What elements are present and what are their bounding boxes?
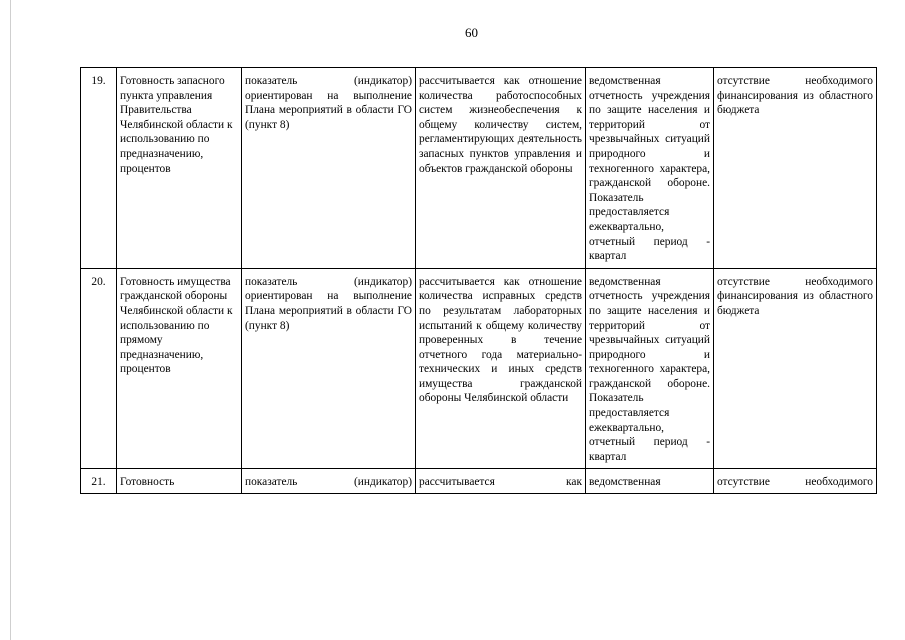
page-number: 60 <box>465 25 478 40</box>
table-row <box>81 268 877 469</box>
table-row <box>81 469 877 494</box>
table-row <box>81 68 877 269</box>
data-source-cell: ведомственная <box>586 469 714 494</box>
risk-cell: отсутствие необходимого <box>714 469 877 494</box>
calculation-method-cell: рассчитывается как <box>416 469 586 494</box>
calculation-method-cell: рассчитывается как отношение количества исправных средств по результатам лабораторных испытаний к общему количеству проверенных в течение отчетного года материально-технических и иных средств имущества гражданской обороны Челябинской области <box>416 268 586 469</box>
indicator-name-cell: Готовность <box>117 469 242 494</box>
indicators-table <box>80 67 877 494</box>
row-number: 19. <box>81 68 117 269</box>
indicator-link-cell: показатель (индикатор) ориентирован на выполнение Плана мероприятий в области ГО (пункт 8) <box>242 268 416 469</box>
indicator-link-cell: показатель (индикатор) ориентирован на выполнение Плана мероприятий в области ГО (пункт 8) <box>242 68 416 269</box>
indicator-name-cell: Готовность имущества гражданской обороны Челябинской области к использованию по прямому предназначению, процентов <box>117 268 242 469</box>
row-number: 21. <box>81 469 117 494</box>
data-source-cell: ведомственная отчетность учреждения по защите населения и территорий от чрезвычайных ситуаций природного и техногенного характера, гражданской обороне. Показатель предоставляется ежеквартально, отчетный период - квартал <box>586 268 714 469</box>
row-number: 20. <box>81 268 117 469</box>
indicator-link-cell: показатель (индикатор) <box>242 469 416 494</box>
data-source-cell: ведомственная отчетность учреждения по защите населения и территорий от чрезвычайных ситуаций природного и техногенного характера, гражданской обороне. Показатель предоставляется ежеквартально, отчетный период - квартал <box>586 68 714 269</box>
risk-cell: отсутствие необходимого финансирования из областного бюджета <box>714 68 877 269</box>
page-left-edge <box>10 0 11 640</box>
risk-cell: отсутствие необходимого финансирования из областного бюджета <box>714 268 877 469</box>
calculation-method-cell: рассчитывается как отношение количества работоспособных систем жизнеобеспечения к общему количеству систем, регламентирующих деятельность запасных пунктов управления и объектов гражданской обороны <box>416 68 586 269</box>
indicator-name-cell: Готовность запасного пункта управления Правительства Челябинской области к использованию по предназначению, процентов <box>117 68 242 269</box>
